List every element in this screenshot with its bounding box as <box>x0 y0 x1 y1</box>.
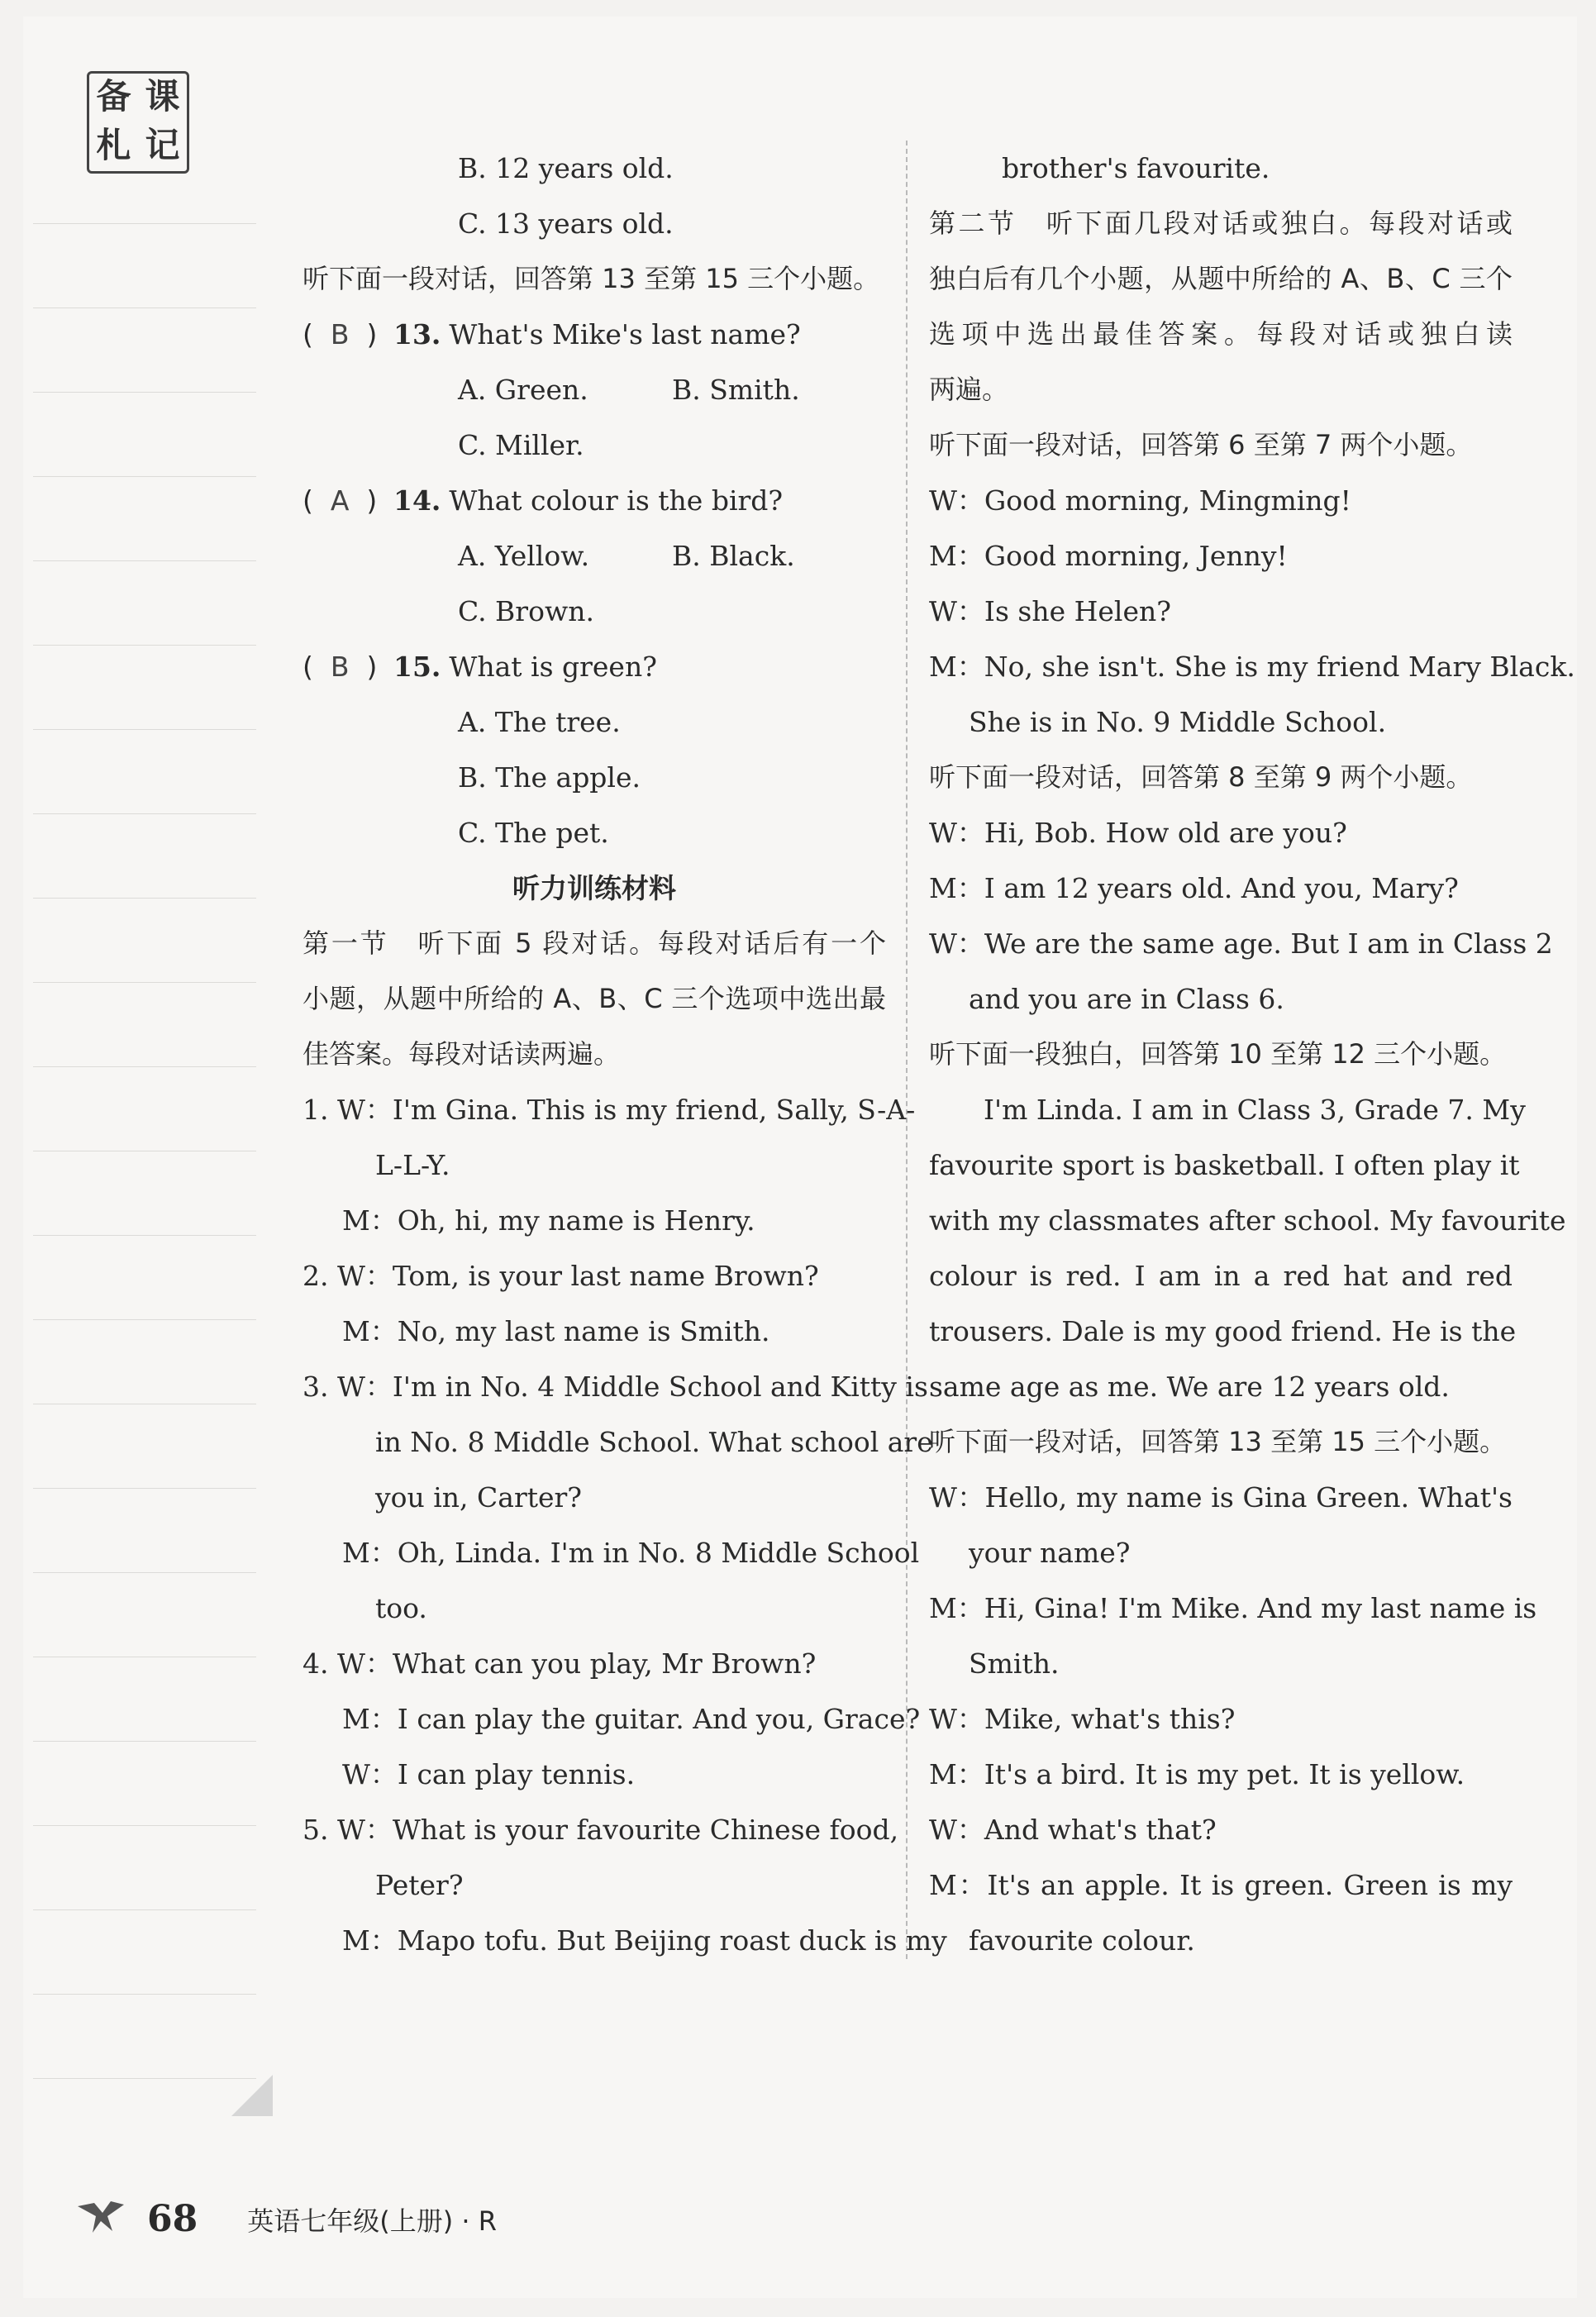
badge-char: 札 <box>96 125 131 165</box>
right-column <box>929 141 1575 1968</box>
question-text: What colour is the bird? <box>449 484 784 517</box>
options-row <box>303 362 886 417</box>
monologue-line: colour is red. I am in a red hat and red <box>929 1260 1513 1292</box>
notes-lines <box>33 223 256 2162</box>
dialog-line: She is in No. 9 Middle School. <box>969 706 1387 738</box>
instruction: 听下面一段对话，回答第 6 至第 7 两个小题。 <box>929 429 1473 460</box>
dialog-line: 3. W：I'm in No. 4 Middle School and Kitty is <box>303 1371 928 1403</box>
dialog-line: W：Good morning, Mingming! <box>929 484 1351 517</box>
dialog-line: M：Mapo tofu. But Beijing roast duck is my <box>342 1924 947 1957</box>
option: C. Brown. <box>458 595 594 627</box>
page-corner-decoration <box>231 2075 273 2116</box>
dialog-line: W：Is she Helen? <box>929 595 1171 627</box>
dialog-line: M：I am 12 years old. And you, Mary? <box>929 872 1459 904</box>
answer-slot: ( A ) <box>303 484 378 517</box>
dialog-line: M：I can play the guitar. And you, Grace? <box>342 1703 921 1735</box>
dialog-line: M：No, she isn't. She is my friend Mary Black. <box>929 651 1575 683</box>
section-instruction: 选项中选出最佳答案。每段对话或独白读 <box>929 318 1513 350</box>
monologue-line: I'm Linda. I am in Class 3, Grade 7. My <box>984 1094 1526 1126</box>
option: A. The tree. <box>458 706 621 738</box>
section-instruction: 独白后有几个小题，从题中所给的 A、B、C 三个 <box>929 263 1513 294</box>
dialog-line: M：Oh, hi, my name is Henry. <box>342 1204 755 1237</box>
dialog-line: W：And what's that? <box>929 1814 1217 1846</box>
publisher-logo-icon <box>74 2195 127 2243</box>
dialog-line: favourite colour. <box>969 1924 1195 1957</box>
badge-char: 备 <box>96 76 131 117</box>
option: C. Miller. <box>458 429 584 461</box>
monologue-line: trousers. Dale is my good friend. He is the <box>929 1315 1517 1347</box>
page-number: 68 <box>147 2198 198 2240</box>
question-number: 14. <box>393 484 441 517</box>
instruction: 听下面一段对话，回答第 8 至第 9 两个小题。 <box>929 761 1473 793</box>
dialog-line: 1. W：I'm Gina. This is my friend, Sally, S-A- <box>303 1094 916 1126</box>
dialog-line: M：No, my last name is Smith. <box>342 1315 770 1347</box>
monologue-line: favourite sport is basketball. I often play it <box>929 1149 1520 1181</box>
dialog-line: your name? <box>969 1537 1131 1569</box>
dialog-line: Smith. <box>969 1647 1060 1680</box>
question-text: What is green? <box>449 651 657 683</box>
question-number: 15. <box>393 651 441 683</box>
dialog-line: M：Hi, Gina! I'm Mike. And my last name is <box>929 1592 1537 1624</box>
option: A. Green. <box>458 374 588 406</box>
dialog-line: Peter? <box>375 1869 464 1901</box>
question-text: What's Mike's last name? <box>449 318 801 350</box>
dialog-line: L-L-Y. <box>375 1149 450 1181</box>
dialog-line: M：It's an apple. It is green. Green is my <box>929 1869 1513 1901</box>
dialog-line: W：Hello, my name is Gina Green. What's <box>929 1481 1513 1514</box>
dialog-line: W：Hi, Bob. How old are you? <box>929 817 1347 849</box>
notes-badge <box>87 71 189 174</box>
dialog-line: W：I can play tennis. <box>342 1758 636 1790</box>
option: B. Black. <box>672 540 795 572</box>
answer-slot: ( B ) <box>303 318 378 350</box>
dialog-line: W：We are the same age. But I am in Class 2 <box>929 927 1553 960</box>
question-15 <box>303 639 886 694</box>
book-title: 英语七年级(上册) · R <box>247 2205 497 2237</box>
monologue-line: same age as me. We are 12 years old. <box>929 1371 1450 1403</box>
page-footer <box>74 2195 497 2243</box>
column-divider <box>906 141 908 1959</box>
badge-char: 记 <box>145 125 180 165</box>
instruction: 听下面一段对话，回答第 13 至第 15 三个小题。 <box>303 263 880 294</box>
question-number: 13. <box>393 318 441 350</box>
dialog-line: 4. W：What can you play, Mr Brown? <box>303 1647 817 1680</box>
dialog-line: M：It's a bird. It is my pet. It is yellow. <box>929 1758 1465 1790</box>
dialog-line: and you are in Class 6. <box>969 983 1284 1015</box>
options-row <box>303 528 886 584</box>
badge-char: 课 <box>145 76 180 117</box>
dialog-line: 5. W：What is your favourite Chinese food, <box>303 1814 899 1846</box>
section-title: 听力训练材料 <box>512 872 676 904</box>
dialog-line: W：Mike, what's this? <box>929 1703 1236 1735</box>
option: B. Smith. <box>672 374 800 406</box>
section-instruction: 佳答案。每段对话读两遍。 <box>303 1038 621 1070</box>
instruction: 听下面一段独白，回答第 10 至第 12 三个小题。 <box>929 1038 1507 1070</box>
left-column <box>303 141 947 1968</box>
dialog-line: 2. W：Tom, is your last name Brown? <box>303 1260 819 1292</box>
option: B. The apple. <box>458 761 641 794</box>
dialog-line: you in, Carter? <box>375 1481 582 1514</box>
option: C. The pet. <box>458 817 609 849</box>
instruction: 听下面一段对话，回答第 13 至第 15 三个小题。 <box>929 1426 1507 1457</box>
dialog-line: M：Oh, Linda. I'm in No. 8 Middle School <box>342 1537 920 1569</box>
dialog-line: in No. 8 Middle School. What school are <box>375 1426 933 1458</box>
option: B. 12 years old. <box>458 152 674 184</box>
section-instruction: 小题，从题中所给的 A、B、C 三个选项中选出最 <box>303 983 886 1014</box>
dialog-line: too. <box>375 1592 427 1624</box>
monologue-line: with my classmates after school. My favourite <box>929 1204 1566 1237</box>
section-instruction: 第二节 听下面几段对话或独白。每段对话或 <box>929 207 1513 239</box>
question-13 <box>303 307 886 362</box>
option: C. 13 years old. <box>458 207 674 240</box>
question-14 <box>303 473 886 528</box>
section-instruction: 第一节 听下面 5 段对话。每段对话后有一个 <box>303 927 886 959</box>
option: A. Yellow. <box>458 540 590 572</box>
section-instruction: 两遍。 <box>929 374 1009 405</box>
text-line: brother's favourite. <box>1002 152 1270 184</box>
answer-slot: ( B ) <box>303 651 378 683</box>
dialog-line: M：Good morning, Jenny! <box>929 540 1288 572</box>
